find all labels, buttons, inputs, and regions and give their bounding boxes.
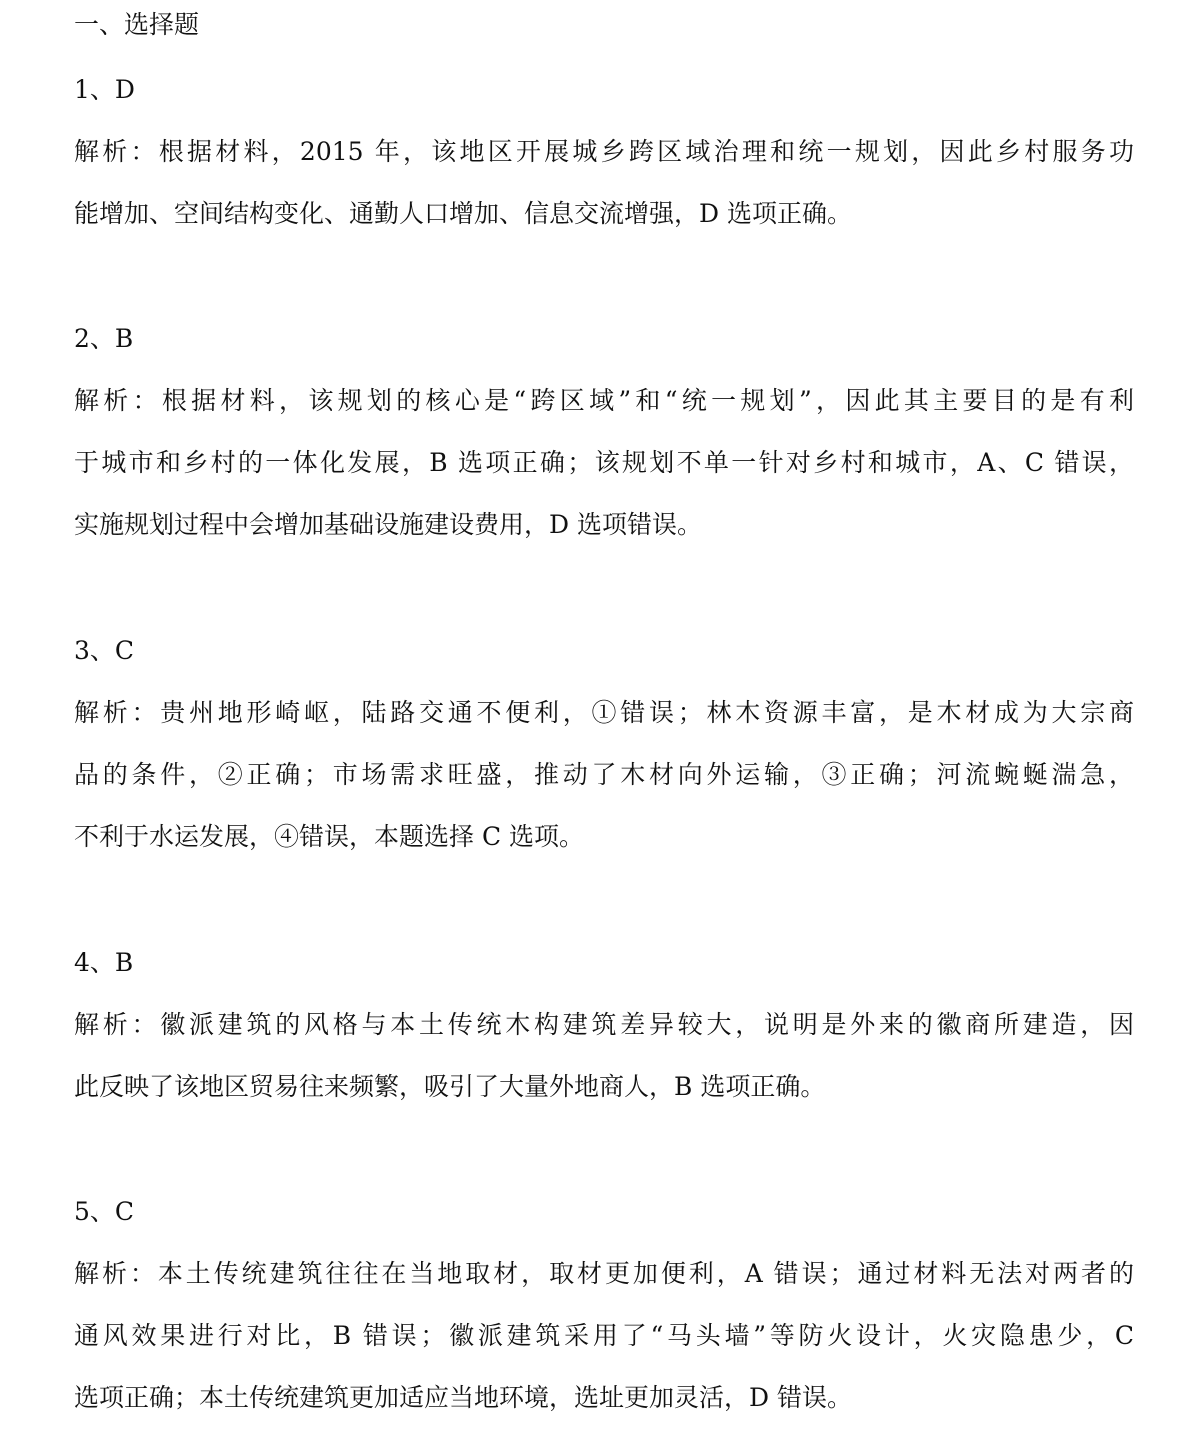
question-3-explanation-line-1: 解析：贵州地形崎岖，陆路交通不便利，①错误；林木资源丰富，是木材成为大宗商 bbox=[74, 698, 1134, 727]
question-2-explanation-line-2: 于城市和乡村的一体化发展，B 选项正确；该规划不单一针对乡村和城市，A、C 错误， bbox=[74, 448, 1134, 477]
question-4-explanation-line-1: 解析：徽派建筑的风格与本土传统木构建筑差异较大，说明是外来的徽商所建造，因 bbox=[74, 1010, 1134, 1039]
question-5-explanation-line-2: 通风效果进行对比，B 错误；徽派建筑采用了“马头墙”等防火设计，火灾隐患少，C bbox=[74, 1321, 1134, 1350]
question-1-explanation-line-1: 解析：根据材料，2015 年，该地区开展城乡跨区域治理和统一规划，因此乡村服务功 bbox=[74, 137, 1134, 166]
question-2-answer: 2、B bbox=[74, 324, 134, 353]
section-heading: 一、选择题 bbox=[74, 10, 200, 39]
question-3-explanation-line-2: 品的条件，②正确；市场需求旺盛，推动了木材向外运输，③正确；河流蜿蜒湍急， bbox=[74, 760, 1134, 789]
question-1-answer: 1、D bbox=[74, 75, 135, 104]
question-1-explanation-line-2: 能增加、空间结构变化、通勤人口增加、信息交流增强，D 选项正确。 bbox=[74, 199, 852, 228]
question-4-answer: 4、B bbox=[74, 948, 134, 977]
question-2-explanation-line-1: 解析：根据材料，该规划的核心是“跨区域”和“统一规划”，因此其主要目的是有利 bbox=[74, 386, 1134, 415]
question-5-answer: 5、C bbox=[74, 1197, 135, 1226]
question-2-explanation-line-3: 实施规划过程中会增加基础设施建设费用，D 选项错误。 bbox=[74, 510, 702, 539]
question-4-explanation-line-2: 此反映了该地区贸易往来频繁，吸引了大量外地商人，B 选项正确。 bbox=[74, 1072, 826, 1101]
question-5-explanation-line-3: 选项正确；本土传统建筑更加适应当地环境，选址更加灵活，D 错误。 bbox=[74, 1383, 852, 1412]
question-5-explanation-line-1: 解析：本土传统建筑往往在当地取材，取材更加便利，A 错误；通过材料无法对两者的 bbox=[74, 1259, 1134, 1288]
question-3-answer: 3、C bbox=[74, 636, 135, 665]
question-3-explanation-line-3: 不利于水运发展，④错误，本题选择 C 选项。 bbox=[74, 822, 585, 851]
